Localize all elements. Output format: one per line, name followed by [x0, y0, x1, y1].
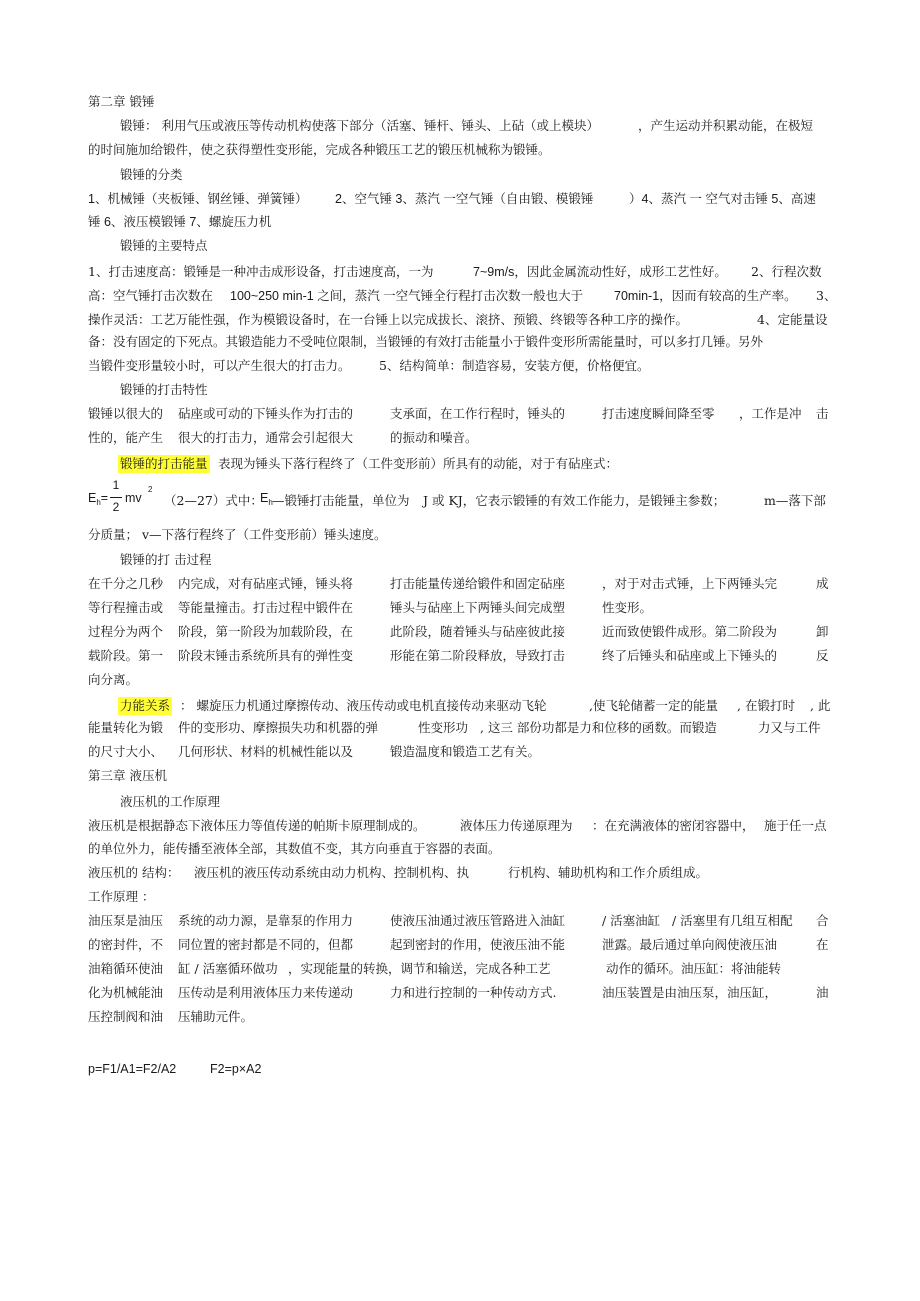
formula-mv: mv — [125, 491, 142, 505]
formula-ref: （2—27）式中： — [164, 493, 263, 508]
force-relation-highlight: 力能关系 — [120, 698, 171, 713]
pressure-equation-1: p=F1/A1=F2/A2 — [88, 1062, 177, 1076]
formula-unit: J 或 KJ，它表示锻锤的有效工作能力，是锻锤主参数； — [423, 493, 726, 508]
fraction-denominator: 2 — [112, 500, 120, 514]
fraction-bar — [110, 497, 122, 498]
fraction-numerator: 1 — [112, 478, 120, 492]
strike-energy-highlight: 锻锤的打击能量 — [120, 456, 208, 471]
document-page: 第二章 锻锤 锻锤： 利用气压或液压等传动机构使落下部分（活塞、锤杆、锤头、上砧（或上模块） ，产生运动并积累动能，在极短 的时间施加给锻件，使之获得塑性变形能，完成各种锻压工艺的锻压机械称为锻锤。 锻锤的分类 1、机械锤（夹板锤、钢丝锤、弹簧锤） 2、空气锤 3、蒸汽 一空气锤（自由锻、模锻锤 ）4、蒸汽 一 空气对击锤 5、高速 锤 6、液压模锻锤 7、螺旋压力机 锻锤的主要特点 1、打击速度高：锻锤是一种冲击成形设备，打击速度高，一为 7~9m/s，因此金属流动性好，成形工艺性好。 2、行程次数 高：空气锤打击次数在 100~250 min-1 之间，蒸汽 一空气锤全行程打击次数一般也大于 70min-1，因而有较高的生产率。 3、 操作灵活：工艺万能性强，作为模锻设备时，在一台锤上以完成拔长、滚挤、预锻、终锻等各种工序的操作。 4、定能量设 备：没有固定的下死点。其锻造能力不受吨位限制，当锻锤的有效打击能量小于锻件变形所需能量时，可以多打几锤。另外 当锻件变形量较小时，可以产生很大的打击力。 5、结构简单：制造容易，安装方便，价格便宜。 锻锤的打击特性 锻锤以很大的 砧座或可动的下锤头作为打击的 支承面，在工作行程时，锤头的 打击速度瞬间降至零 ，工作是冲 击 性的，能产生 很大的打击力，通常会引起很大 的振动和噪音。 锻锤的打击能量 表现为锤头下落行程终了（工件变形前）所具有的动能，对于有砧座式： $E_h=$ 1 2 mv 2 （2—27）式中： $E_h$ —锻锤打击能量，单位为 J 或 KJ，它表示锻锤的有效工作能力，是锻锤主参数； m—落下部 分质量； v—下落行程终了（工件变形前）锤头速度。 锻锤的打 击过程 在千分之几秒 内完成，对有砧座式锤，锤头将 打击能量传递给锻件和固定砧座 ，对于对击式锤，上下两锤头完 成 等行程撞击或 等能量撞击。打击过程中锻件在 锤头与砧座上下两锤头间完成塑 性变形。 过程分为两个 阶段，第一阶段为加载阶段，在 此阶段，随着锤头与砧座彼此接 近而致使锻件成形。第二阶段为 卸 载阶段。第一 阶段末锤击系统所具有的弹性变 形能在第二阶段释放，导致打击 终了后锤头和砧座或上下锤头的 反 向分离。 力能关系 ： 螺旋压力机通过摩擦传动、液压传动或电机直接传动来驱动飞轮 ,使飞轮储蓄一定的能量 , 在锻打时 , 此 能量转化为锻 件的变形功、摩擦损失功和机器的弹 性变形功 , 这三 部份功都是力和位移的函数。而锻造 力又与工件 的尺寸大小、 几何形状、材料的机械性能以及 锻造温度和锻造工艺有关。 第三章 液压机 液压机的工作原理 液压机是根据静态下液体压力等值传递的帕斯卡原理制成的。 液体压力传递原理为 ：在充满液体的密闭容器中， 施于任一点 的单位外力，能传播至液体全部，其数值不变，其方向垂直于容器的表面。 液压机的 结构： 液压机的液压传动系统由动力机构、控制机构、执 行机构、辅助机构和工作介质组成。 工作原理 ： 油压泵是油压 系统的动力源，是靠泵的作用力 使液压油通过液压管路进入油缸 / 活塞油缸 / 活塞里有几组互相配 合 的密封件，不 同位置的密封都是不同的，但都 起到密封的作用，使液压油不能 泄露。最后通过单向阀使液压油 在 油箱循环使油 缸 / 活塞循环做功 ，实现能量的转换，调节和输送，完成各种工艺 动作的循环。油压缸：将油能转 化为机械能油 压传动是利用液体压力来传递动 力和进行控制的一种传动方式. 油压装置是由油压泵，油压缸， 油 压控制阀和油 压辅助元件。 p=F1/A1=F2/A2 F2=p×A2 — [88, 94, 837, 1076]
formula-square: 2 — [148, 485, 153, 494]
pressure-equation-2: F2=p×A2 — [210, 1062, 262, 1076]
formula-m-def: m—落下部 — [764, 493, 826, 508]
energy-formula — [88, 478, 838, 520]
formula-def-e: $E_h$ — [260, 491, 273, 507]
formula-def-text: —锻锤打击能量，单位为 — [272, 493, 410, 508]
formula-lhs: $E_h=$ — [88, 491, 109, 507]
